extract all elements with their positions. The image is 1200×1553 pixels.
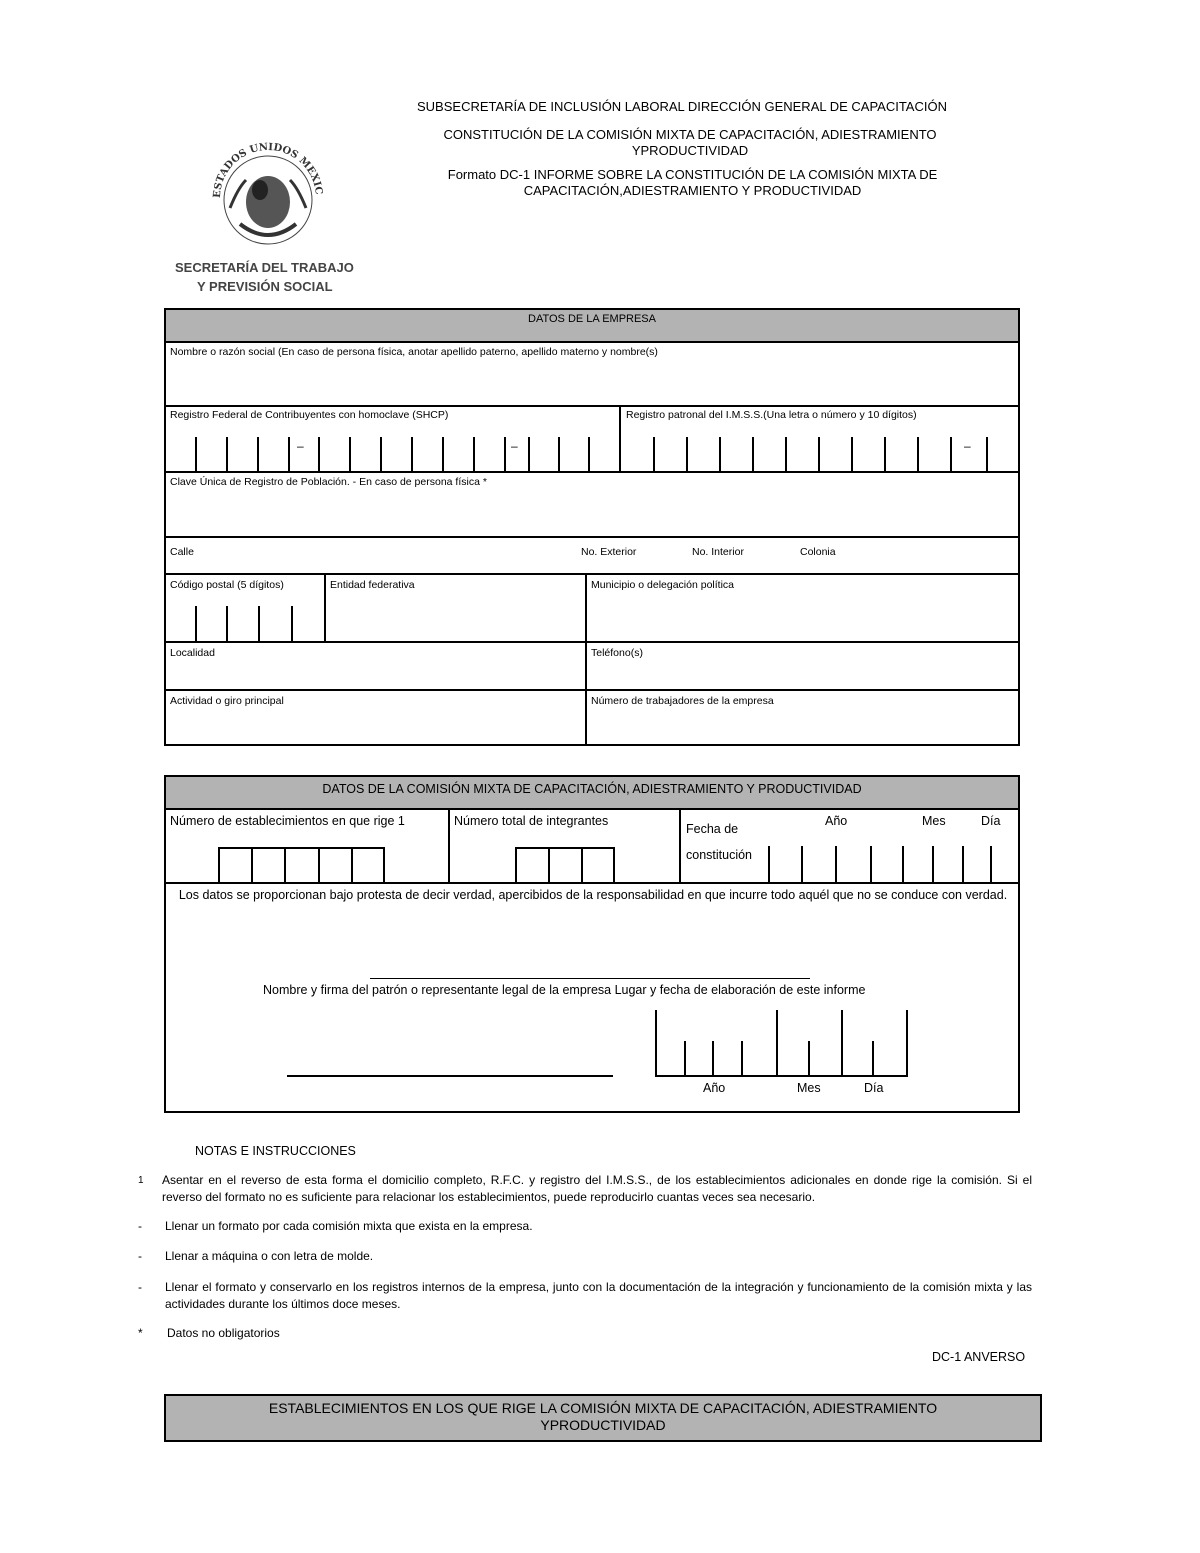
nota-5-mark: * <box>138 1326 143 1340</box>
protesta-text: Los datos se proporcionan bajo protesta de decir verdad, apercibidos de la responsabilidad en que incurre todo aquél que no se conduce con verdad. <box>178 888 1008 902</box>
dia-label: Día <box>981 814 1001 828</box>
nota-5-text: Datos no obligatorios <box>167 1326 280 1340</box>
logo-line-2: Y PREVISIÓN SOCIAL <box>197 279 333 294</box>
municipio-label: Municipio o delegación política <box>591 579 735 591</box>
actividad-label: Actividad o giro principal <box>170 695 284 707</box>
imss-dash: – <box>964 439 971 453</box>
header-constitucion: CONSTITUCIÓN DE LA COMISIÓN MIXTA DE CAPACITACIÓN, ADIESTRAMIENTO YPRODUCTIVIDAD <box>443 127 937 158</box>
comision-title: DATOS DE LA COMISIÓN MIXTA DE CAPACITACIÓN, ADIESTRAMIENTO Y PRODUCTIVIDAD <box>166 777 1018 810</box>
rfc-label: Registro Federal de Contribuyentes con homoclave (SHCP) <box>170 409 449 421</box>
empresa-section <box>164 308 1020 746</box>
nota-3-text: Llenar a máquina o con letra de molde. <box>165 1249 374 1263</box>
localidad-label: Localidad <box>170 647 215 659</box>
firma-line <box>287 1075 613 1077</box>
nombre-label: Nombre o razón social (En caso de persona física, anotar apellido paterno, apellido materno y nombre(s) <box>170 346 658 358</box>
rfc-dash-1: – <box>297 439 304 453</box>
fecha-label-2: constitución <box>686 848 753 862</box>
establecimientos-banner: ESTABLECIMIENTOS EN LOS QUE RIGE LA COMISIÓN MIXTA DE CAPACITACIÓN, ADIESTRAMIENTO YPRODUCTIVIDAD <box>164 1394 1042 1442</box>
fecha-label-1: Fecha de <box>686 822 739 836</box>
colonia-label: Colonia <box>800 546 836 558</box>
firma-label: Nombre y firma del patrón o representante legal de la empresa Lugar y fecha de elaboración de este informe <box>263 983 866 997</box>
nota-3-mark: - <box>138 1249 142 1263</box>
logo-line-1: SECRETARÍA DEL TRABAJO <box>175 260 354 275</box>
curp-label: Clave Única de Registro de Población. - En caso de persona física * <box>170 476 487 488</box>
header-subsecretaria: SUBSECRETARÍA DE INCLUSIÓN LABORAL DIRECCIÓN GENERAL DE CAPACITACIÓN <box>417 99 947 114</box>
calle-label: Calle <box>170 546 194 558</box>
header-formato: Formato DC-1 INFORME SOBRE LA CONSTITUCIÓN DE LA COMISIÓN MIXTA DE CAPACITACIÓN,ADIESTRAMIENTO Y PRODUCTIVIDAD <box>447 167 938 198</box>
seal-text: ESTADOS UNIDOS MEXIC <box>211 141 324 199</box>
nota-4-mark: - <box>138 1280 142 1294</box>
nota-4-text: Llenar el formato y conservarlo en los registros internos de la empresa, junto con la documentación de la integración y funcionamiento de la comisión mixta y las actividades durante los últimos doce meses. <box>165 1280 1032 1311</box>
entidad-label: Entidad federativa <box>330 579 415 591</box>
nota-1-text: Asentar en el reverso de esta forma el domicilio completo, R.F.C. y registro del I.M.S.S., de los establecimientos adicionales en donde rige la comisión. Si el reverso del formato no es suficiente para relacionar los establecimientos, puede reproducirlo cuantas veces sea necesario. <box>162 1173 1032 1204</box>
anverso-label: DC-1 ANVERSO <box>932 1350 1026 1364</box>
national-seal-logo <box>200 128 335 248</box>
mes-label: Mes <box>922 814 946 828</box>
telefono-label: Teléfono(s) <box>591 647 643 659</box>
lugar-mes-label: Mes <box>797 1081 821 1095</box>
no-exterior-label: No. Exterior <box>581 546 637 558</box>
lugar-dia-label: Día <box>864 1081 884 1095</box>
cp-label: Código postal (5 dígitos) <box>170 579 284 591</box>
imss-label: Registro patronal del I.M.S.S.(Una letra o número y 10 dígitos) <box>626 409 917 421</box>
establecimientos-label: Número de establecimientos en que rige 1 <box>170 814 405 828</box>
lugar-anio-label: Año <box>703 1081 726 1095</box>
integrantes-label: Número total de integrantes <box>454 814 609 828</box>
nota-2-text: Llenar un formato por cada comisión mixta que exista en la empresa. <box>165 1219 533 1233</box>
establecimientos-boxes <box>218 847 385 882</box>
notas-title: NOTAS E INSTRUCCIONES <box>195 1144 356 1158</box>
empresa-title: DATOS DE LA EMPRESA <box>166 310 1018 343</box>
integrantes-boxes <box>515 847 615 882</box>
rfc-dash-2: – <box>511 439 518 453</box>
trabajadores-label: Número de trabajadores de la empresa <box>591 695 774 707</box>
nota-1-mark: 1 <box>138 1175 144 1186</box>
anio-label: Año <box>825 814 848 828</box>
no-interior-label: No. Interior <box>692 546 744 558</box>
nota-2-mark: - <box>138 1219 142 1233</box>
